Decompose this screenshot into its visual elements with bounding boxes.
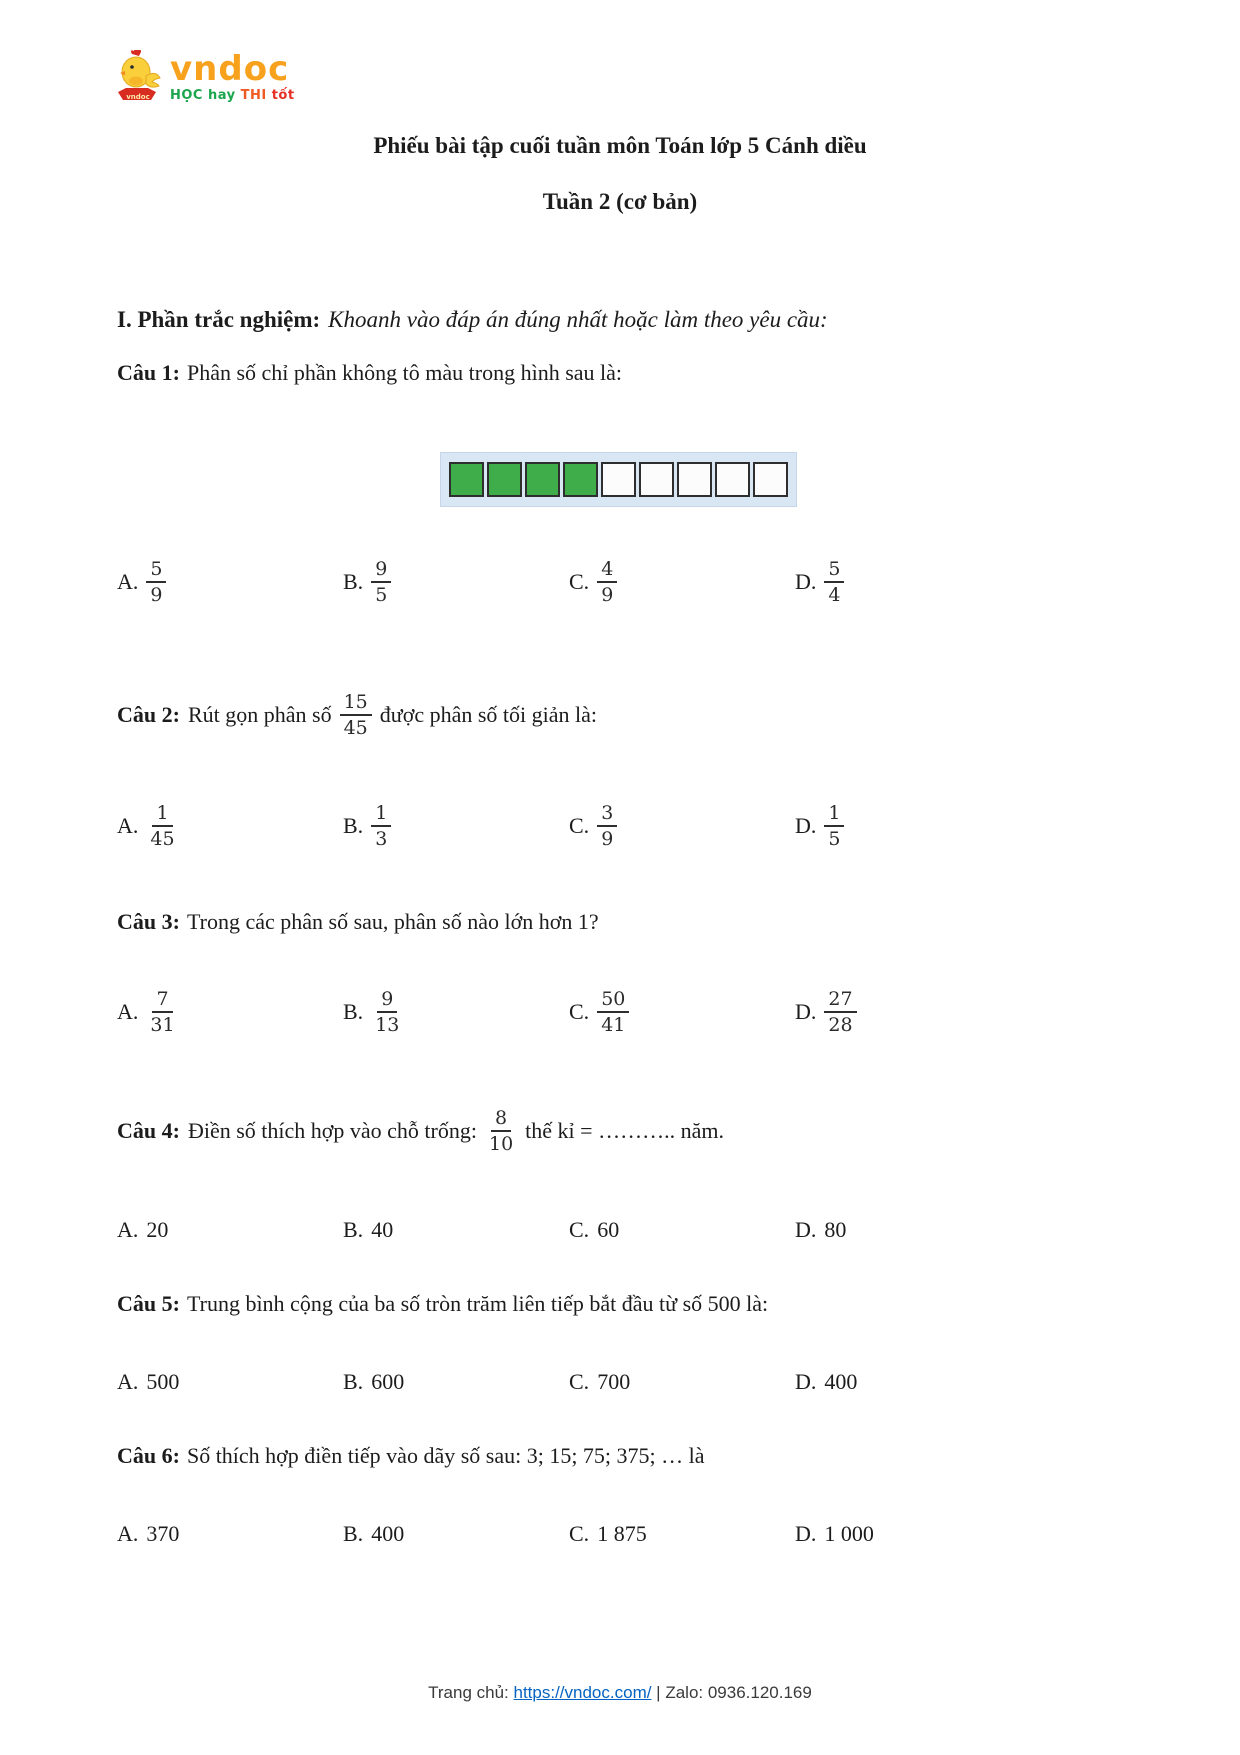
question-text: Trong các phân số sau, phân số nào lớn hơn 1? [186,909,599,934]
fraction [371,558,391,606]
numerator: 9 [371,558,391,583]
option-c [569,1215,795,1245]
denominator: 9 [601,584,614,606]
numerator: 1 [152,802,172,827]
unshaded-cell [677,462,712,497]
question-label: Câu 3: [117,909,180,934]
option-letter: D. [795,999,817,1024]
fraction [824,558,844,606]
denominator: 13 [375,1014,400,1036]
shaded-cell [487,462,522,497]
homepage-link[interactable]: https://vndoc.com/ [513,1683,652,1702]
option-letter: A. [117,1521,139,1546]
option-letter: D. [795,1369,817,1394]
worksheet-body [0,304,1240,1549]
fraction [371,802,391,850]
option-a [117,1367,343,1397]
option-d [795,979,1021,1045]
option-c [569,979,795,1045]
shaded-cell [563,462,598,497]
denominator: 28 [828,1014,853,1036]
denominator: 5 [375,584,388,606]
question-text: thế kỉ = ……….. năm. [525,1118,724,1143]
option-value: 600 [371,1369,405,1394]
option-letter: C. [569,1521,590,1546]
option-a [117,793,343,859]
numerator: 7 [152,988,172,1013]
page-title: Phiếu bài tập cuối tuần môn Toán lớp 5 Cánh diều [373,133,867,158]
page-footer [0,1683,1240,1703]
numerator: 15 [340,691,372,716]
mascot-ribbon-text: vndoc [126,93,150,101]
numerator: 5 [824,558,844,583]
denominator: 4 [828,584,841,606]
option-value: 400 [824,1369,858,1394]
option-d [795,1367,1021,1397]
option-value: 500 [146,1369,180,1394]
numerator: 5 [146,558,166,583]
option-value: 700 [597,1369,631,1394]
option-letter: A. [117,1217,139,1242]
question-3-options [117,979,1120,1045]
question-text: được phân số tối giản là: [379,702,598,727]
unshaded-cell [639,462,674,497]
option-value: 60 [597,1217,620,1242]
fraction [371,988,403,1036]
denominator: 9 [601,828,614,850]
option-value: 400 [371,1521,405,1546]
option-letter: B. [343,1217,364,1242]
option-d [795,549,1021,615]
logo-tagline [170,88,295,104]
fraction [824,802,844,850]
question-label: Câu 4: [117,1118,180,1143]
option-b [343,549,569,615]
fraction-strip-cells [449,462,788,497]
question-label: Câu 2: [117,702,180,727]
question-2 [117,679,1120,751]
option-letter: D. [795,813,817,838]
question-text: Số thích hợp điền tiếp vào dãy số sau: 3; 15; 75; 375; … là [186,1443,705,1468]
unshaded-cell [715,462,750,497]
numerator: 27 [824,988,856,1013]
option-letter: A. [117,1369,139,1394]
option-b [343,979,569,1045]
option-value: 1 000 [824,1521,874,1546]
numerator: 50 [597,988,629,1013]
denominator: 45 [343,717,368,739]
fraction [824,988,856,1036]
option-letter: C. [569,1217,590,1242]
option-letter: D. [795,1521,817,1546]
denominator: 5 [828,828,841,850]
question-1 [117,358,1120,388]
option-letter: D. [795,1217,817,1242]
fraction [597,988,629,1036]
option-letter: A. [117,999,139,1024]
question-1-options [117,549,1120,615]
footer-zalo: Zalo: 0936.120.169 [665,1683,812,1702]
option-letter: D. [795,569,817,594]
numerator: 1 [824,802,844,827]
vndoc-logo [112,50,295,110]
option-value: 20 [146,1217,169,1242]
option-value: 1 875 [597,1521,647,1546]
question-text: Trung bình cộng của ba số tròn trăm liên tiếp bắt đầu từ số 500 là: [186,1291,769,1316]
section-instruction: Khoanh vào đáp án đúng nhất hoặc làm theo yêu cầu: [328,307,828,332]
denominator: 41 [601,1014,626,1036]
option-c [569,1519,795,1549]
logo-tagline-word: HỌC [170,88,203,103]
option-letter: A. [117,813,139,838]
logo-tagline-word: tốt [271,88,295,103]
fraction [597,558,617,606]
option-d [795,793,1021,859]
numerator: 3 [597,802,617,827]
fraction [146,802,178,850]
question-6 [117,1441,1120,1471]
option-letter: C. [569,1369,590,1394]
logo-tagline-word: hay [207,88,236,103]
page-subtitle: Tuần 2 (cơ bản) [542,189,698,214]
shaded-cell [525,462,560,497]
question-5-options [117,1367,1120,1397]
question-text: Điền số thích hợp vào chỗ trống: [187,1118,477,1143]
inline-fraction [485,1107,517,1155]
section-label: I. Phần trắc nghiệm: [117,307,321,332]
option-value: 370 [146,1521,180,1546]
option-d [795,1519,1021,1549]
option-letter: C. [569,569,590,594]
question-text: Phân số chỉ phần không tô màu trong hình sau là: [186,360,623,385]
option-letter: B. [343,813,364,838]
footer-prefix: Trang chủ: [428,1683,514,1702]
question-text: Rút gọn phân số [187,702,332,727]
logo-tagline-word: THI [240,88,267,103]
option-letter: C. [569,813,590,838]
option-a [117,549,343,615]
question-4-options [117,1215,1120,1245]
option-value: 40 [371,1217,394,1242]
numerator: 1 [371,802,391,827]
option-a [117,979,343,1045]
fraction [146,558,166,606]
fraction [597,802,617,850]
question-3 [117,907,1120,937]
option-letter: A. [117,569,139,594]
section-heading [117,304,1120,336]
option-b [343,1215,569,1245]
option-b [343,793,569,859]
question-6-options [117,1519,1120,1549]
option-value: 80 [824,1217,847,1242]
numerator: 8 [491,1107,511,1132]
option-d [795,1215,1021,1245]
option-c [569,549,795,615]
option-letter: B. [343,1369,364,1394]
fraction [146,988,178,1036]
option-a [117,1215,343,1245]
question-5 [117,1289,1120,1319]
option-b [343,1367,569,1397]
option-c [569,1367,795,1397]
question-label: Câu 5: [117,1291,180,1316]
denominator: 3 [375,828,388,850]
option-c [569,793,795,859]
brand-wordmark: vndoc [170,49,290,89]
fraction-strip [440,452,797,507]
unshaded-cell [601,462,636,497]
numerator: 9 [377,988,397,1013]
question-label: Câu 6: [117,1443,180,1468]
shaded-cell [449,462,484,497]
denominator: 31 [150,1014,175,1036]
footer-separator: | [651,1683,666,1702]
question-label: Câu 1: [117,360,180,385]
inline-fraction [340,691,372,739]
question-2-options [117,793,1120,859]
denominator: 9 [150,584,163,606]
question-1-figure [117,452,1120,507]
option-letter: B. [343,569,364,594]
option-letter: B. [343,1521,364,1546]
question-4 [117,1095,1120,1167]
chicken-mascot-icon [112,50,164,110]
denominator: 45 [150,828,175,850]
option-letter: C. [569,999,590,1024]
option-a [117,1519,343,1549]
denominator: 10 [488,1133,514,1155]
option-letter: B. [343,999,364,1024]
option-b [343,1519,569,1549]
unshaded-cell [753,462,788,497]
numerator: 4 [597,558,617,583]
